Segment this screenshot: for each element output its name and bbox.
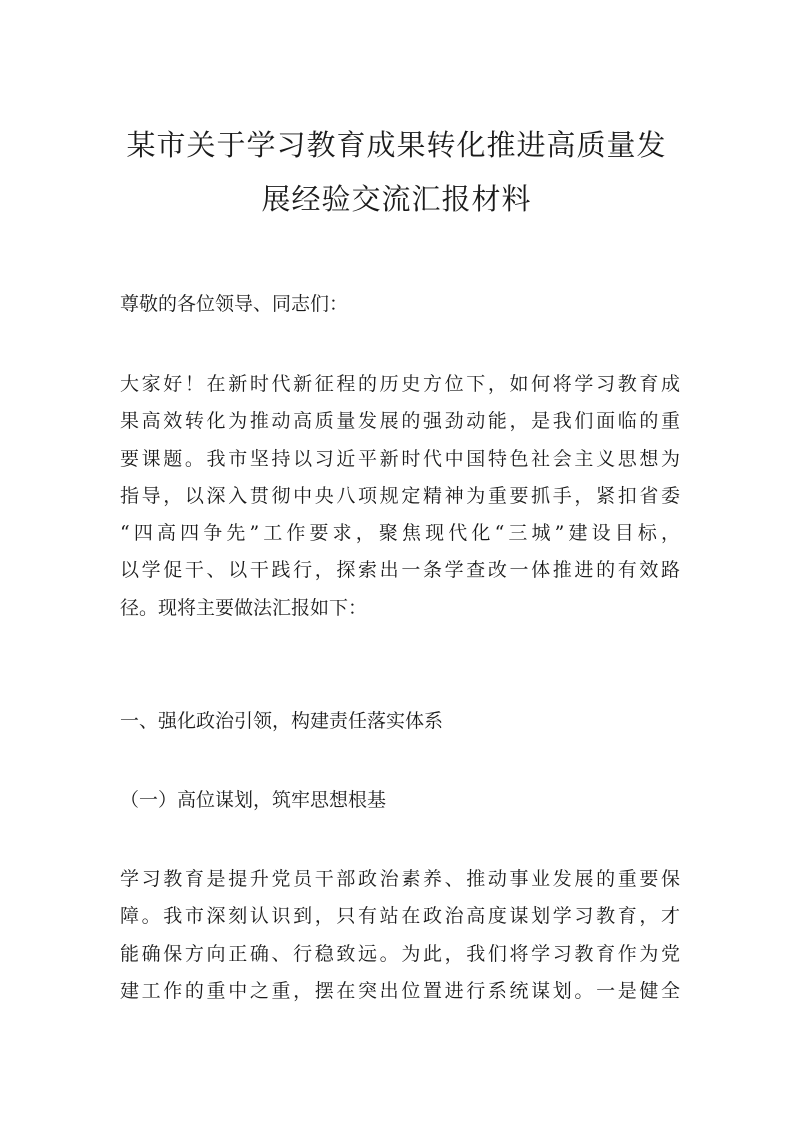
body-line: 障。我市深刻认识到，只有站在政治高度谋划学习教育，才	[120, 905, 680, 928]
intro-line: “四高四争先”工作要求，聚焦现代化“三城”建设目标，	[120, 522, 680, 545]
salutation: 尊敬的各位领导、同志们：	[120, 293, 349, 315]
intro-line: 大家好！在新时代新征程的历史方位下，如何将学习教育成	[120, 373, 680, 395]
body-line: 能确保方向正确、行稳致远。为此，我们将学习教育作为党	[120, 942, 680, 965]
body-line: 建工作的重中之重，摆在突出位置进行系统谋划。一是健全	[120, 979, 680, 1002]
intro-line: 果高效转化为推动高质量发展的强劲动能，是我们面临的重	[120, 410, 680, 433]
body-line: 学习教育是提升党员干部政治素养、推动事业发展的重要保	[120, 868, 680, 890]
subsection-heading: （一）高位谋划，筑牢思想根基	[120, 789, 387, 811]
body-paragraph	[120, 861, 680, 1010]
title-line-2: 展经验交流汇报材料	[261, 182, 532, 216]
title-line-1: 某市关于学习教育成果转化推进高质量发	[126, 128, 667, 162]
section-heading: 一、强化政治引领，构建责任落实体系	[120, 710, 444, 732]
intro-line: 以学促干、以干践行，探索出一条学查改一体推进的有效路	[120, 559, 680, 582]
document-title	[100, 118, 693, 226]
intro-line: 径。现将主要做法汇报如下：	[120, 596, 368, 619]
intro-line: 指导，以深入贯彻中央八项规定精神为重要抓手，紧扣省委	[120, 484, 680, 507]
intro-line: 要课题。我市坚持以习近平新时代中国特色社会主义思想为	[120, 447, 680, 470]
intro-paragraph	[120, 366, 680, 627]
